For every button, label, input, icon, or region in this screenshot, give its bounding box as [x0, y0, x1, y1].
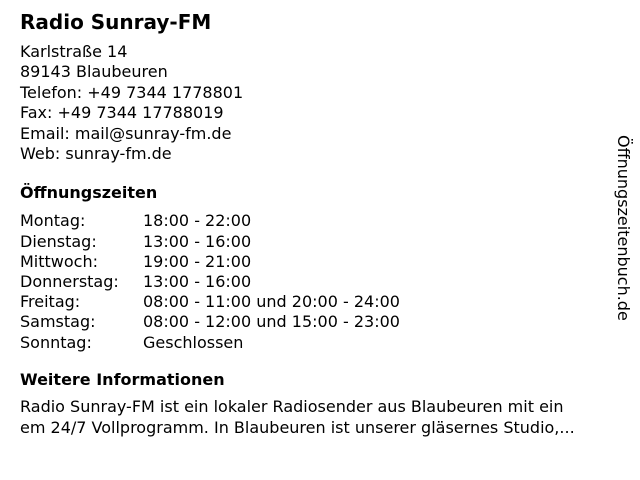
- info-heading: Weitere Informationen: [20, 369, 225, 389]
- hours-row: [20, 252, 400, 272]
- hours-day: Donnerstag:: [20, 272, 119, 292]
- hours-time: Geschlossen: [143, 332, 244, 352]
- hours-time: 13:00 - 16:00: [143, 231, 252, 251]
- hours-table: [20, 211, 400, 352]
- info-line: em 24/7 Vollprogramm. In Blaubeuren ist unserer gläsernes Studio,...: [20, 417, 575, 437]
- address-city: 89143 Blaubeuren: [20, 62, 168, 82]
- hours-row: [20, 292, 400, 312]
- hours-time: 08:00 - 12:00 und 15:00 - 23:00: [143, 312, 400, 332]
- address-street: Karlstraße 14: [20, 42, 128, 61]
- hours-heading: Öffnungszeiten: [20, 183, 158, 203]
- hours-time: 19:00 - 21:00: [143, 251, 252, 271]
- hours-row: [20, 312, 400, 332]
- hours-row: [20, 211, 400, 231]
- hours-day: Samstag:: [20, 312, 96, 332]
- hours-time: 18:00 - 22:00: [143, 211, 252, 231]
- business-card: [20, 9, 610, 438]
- hours-row: [20, 232, 400, 252]
- station-name: Radio Sunray-FM: [20, 10, 212, 34]
- hours-time: 08:00 - 11:00 und 20:00 - 24:00: [143, 292, 400, 312]
- hours-day: Sonntag:: [20, 332, 92, 352]
- hours-day: Dienstag:: [20, 231, 97, 251]
- phone-line: Telefon: +49 7344 1778801: [20, 82, 244, 102]
- contact-block: [20, 42, 610, 164]
- fax-line: Fax: +49 7344 17788019: [20, 103, 224, 123]
- hours-day: Montag:: [20, 211, 86, 231]
- hours-row: [20, 272, 400, 292]
- info-text: [20, 396, 630, 438]
- hours-day: Freitag:: [20, 292, 81, 312]
- hours-day: Mittwoch:: [20, 251, 98, 271]
- info-line: Radio Sunray-FM ist ein lokaler Radiosender aus Blaubeuren mit ein: [20, 396, 564, 416]
- watermark-text: Öffnungszeitenbuch.de: [614, 135, 633, 321]
- hours-row: [20, 333, 400, 353]
- hours-time: 13:00 - 16:00: [143, 272, 252, 292]
- web-line: Web: sunray-fm.de: [20, 144, 172, 164]
- email-line: Email: mail@sunray-fm.de: [20, 123, 232, 143]
